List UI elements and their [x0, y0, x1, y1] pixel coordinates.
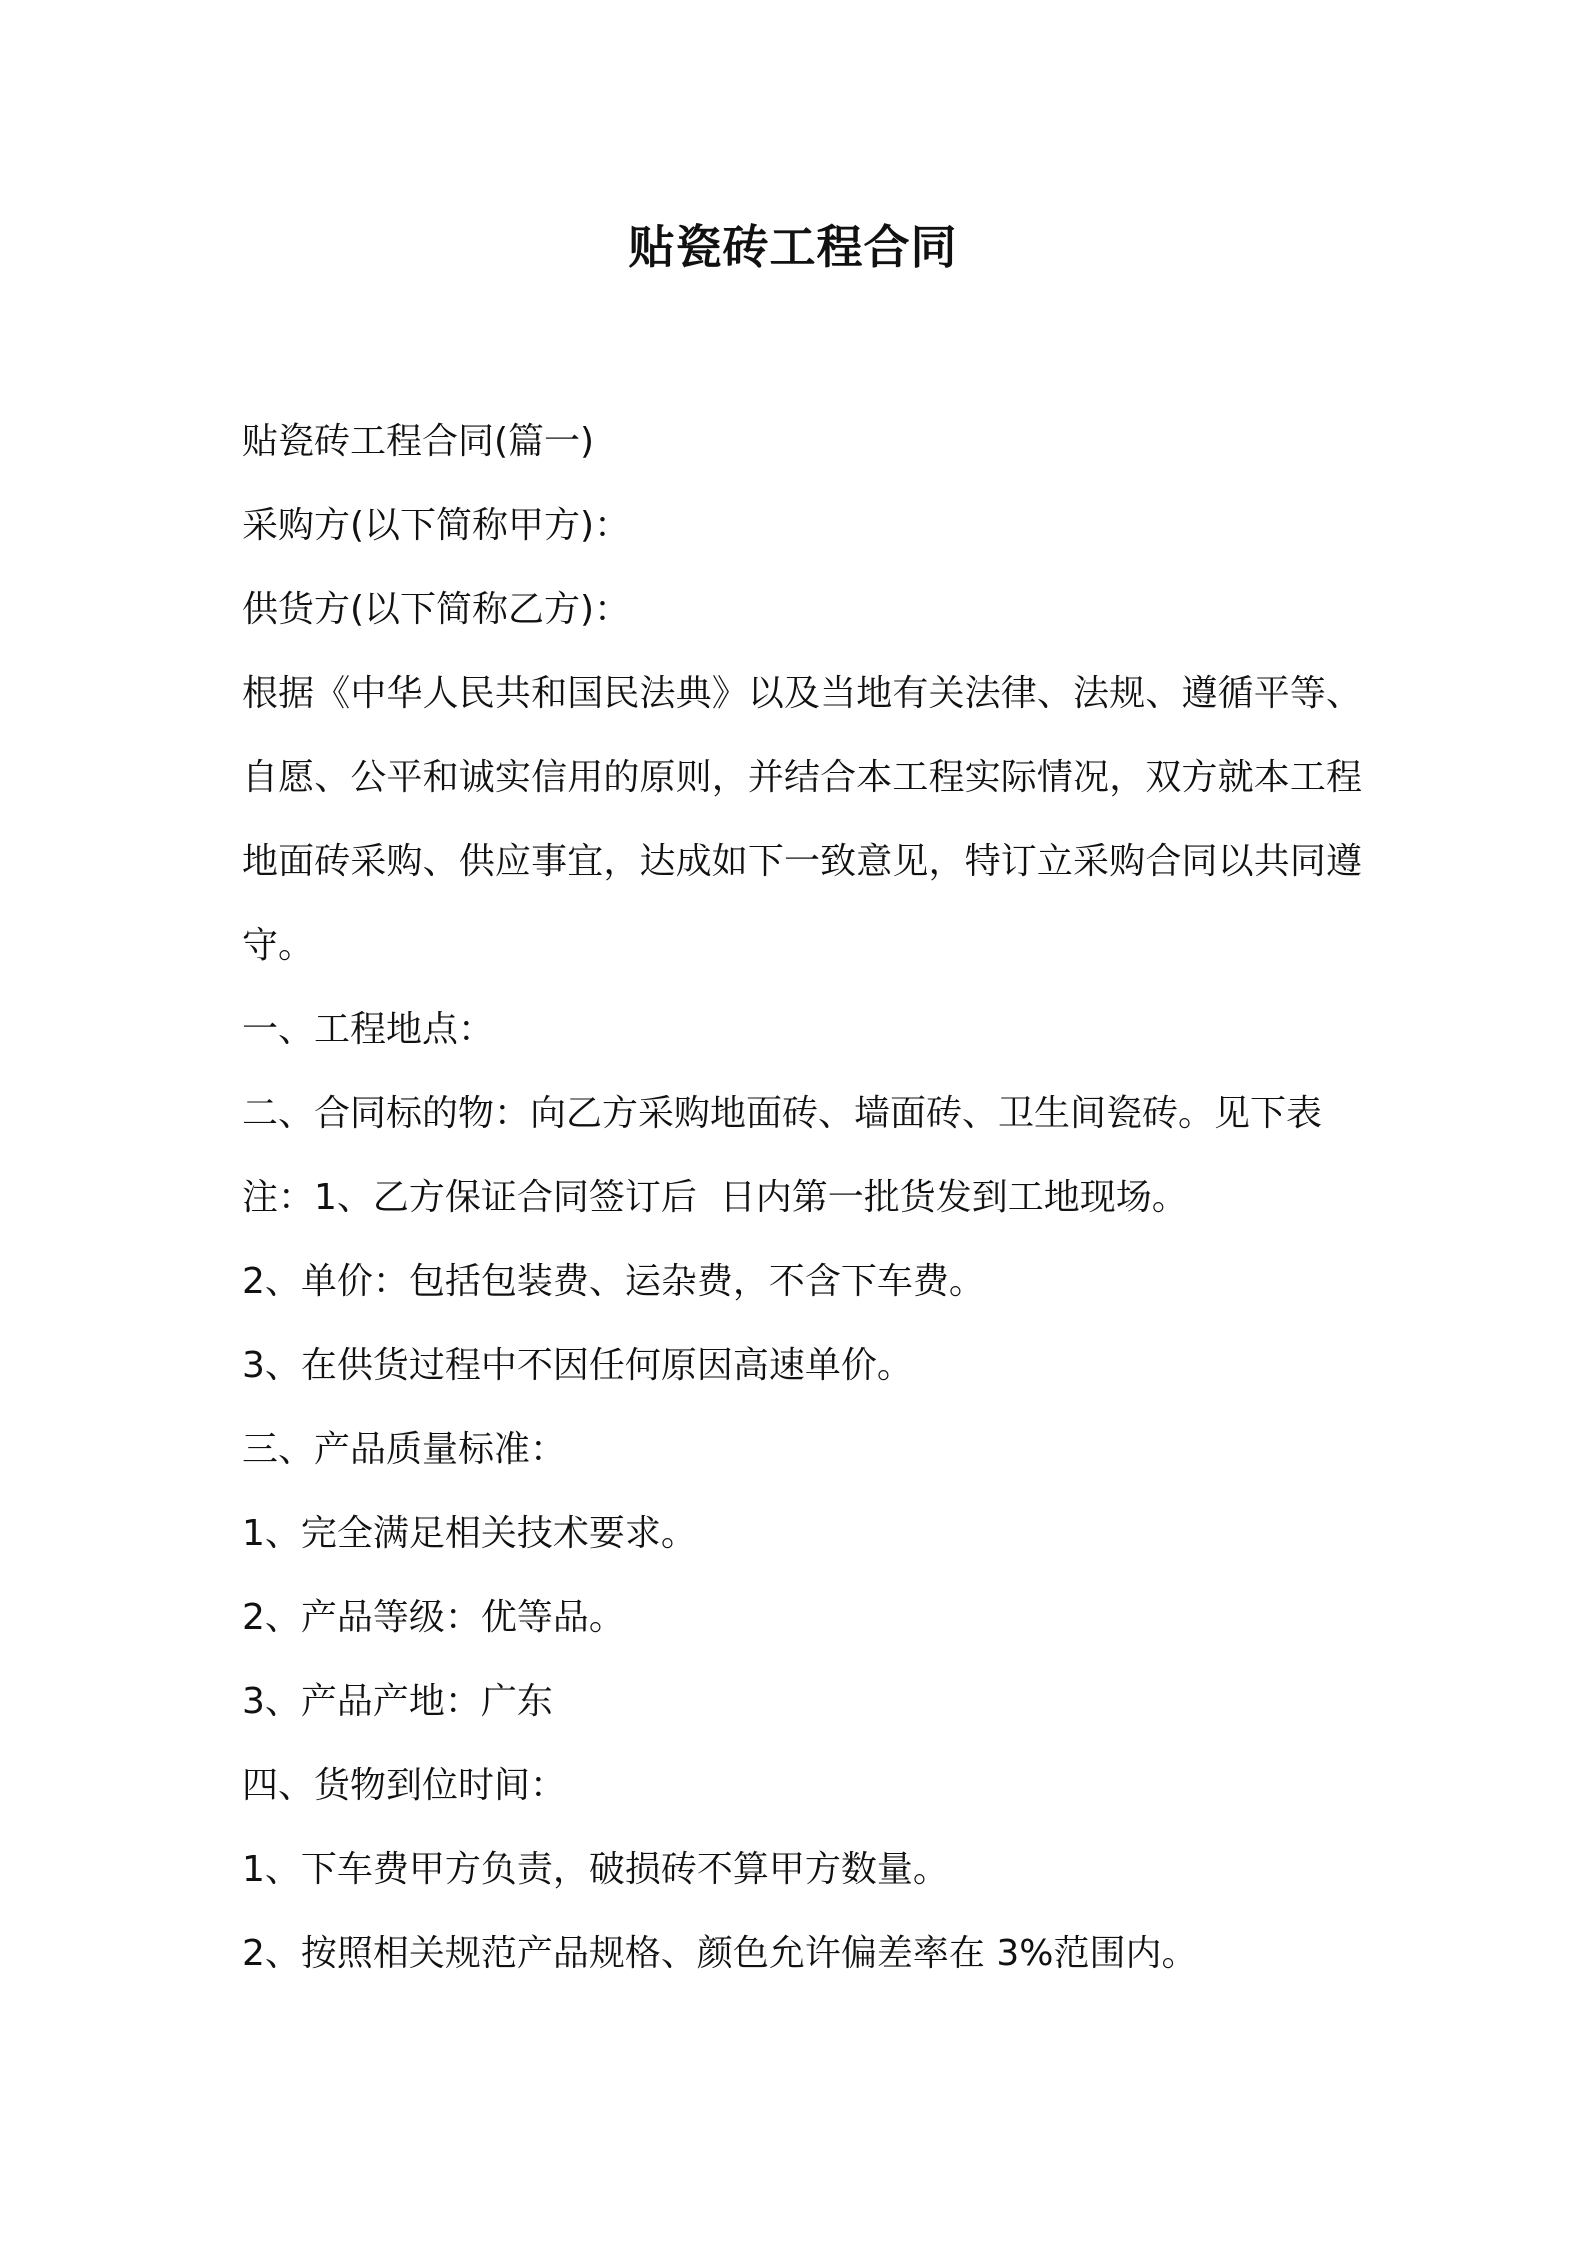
section-3-item-2: 2、产品等级：优等品。 — [242, 1597, 625, 1638]
section-2-note-1: 注：1、乙方保证合同签订后 日内第一批货发到工地现场。 — [242, 1177, 1188, 1218]
section-4-item-2: 2、按照相关规范产品规格、颜色允许偏差率在 3%范围内。 — [242, 1933, 1198, 1974]
section-2-note-3: 3、在供货过程中不因任何原因高速单价。 — [242, 1345, 913, 1386]
supplier-line: 供货方(以下简称乙方)： — [242, 589, 631, 630]
document-body — [242, 400, 1362, 1996]
buyer-line: 采购方(以下简称甲方)： — [242, 505, 631, 546]
document-title: 贴瓷砖工程合同 — [628, 220, 958, 274]
section-2-note-2: 2、单价：包括包装费、运杂费，不含下车费。 — [242, 1261, 985, 1302]
section-4-heading: 四、货物到位时间： — [242, 1765, 567, 1806]
section-3-item-1: 1、完全满足相关技术要求。 — [242, 1513, 697, 1554]
section-1-heading: 一、工程地点： — [242, 1009, 495, 1050]
section-3-heading: 三、产品质量标准： — [242, 1429, 567, 1470]
section-2-heading: 二、合同标的物：向乙方采购地面砖、墙面砖、卫生间瓷砖。见下表 — [242, 1093, 1323, 1134]
preamble-paragraph: 根据《中华人民共和国民法典》以及当地有关法律、法规、遵循平等、自愿、公平和诚实信用的原则，并结合本工程实际情况，双方就本工程地面砖采购、供应事宜，达成如下一致意见，特订立采购合同以共同遵守。 — [242, 673, 1362, 966]
contract-subtitle: 贴瓷砖工程合同(篇一) — [242, 421, 595, 462]
section-4-item-1: 1、下车费甲方负责，破损砖不算甲方数量。 — [242, 1849, 949, 1890]
section-3-item-3: 3、产品产地：广东 — [242, 1681, 553, 1722]
